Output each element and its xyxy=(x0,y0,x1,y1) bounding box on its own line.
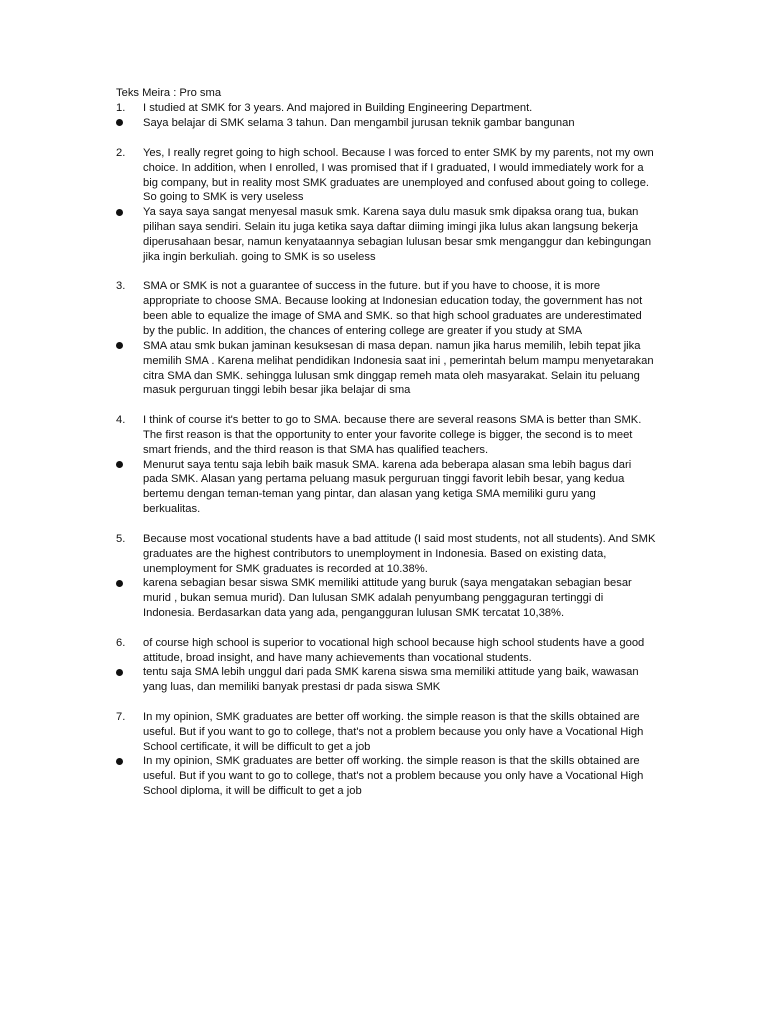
indonesian-paragraph xyxy=(116,576,656,621)
indonesian-paragraph xyxy=(116,205,656,264)
indonesian-text: karena sebagian besar siswa SMK memiliki attitude yang buruk (saya mengatakan sebagian besar murid , bukan semua murid). Dan lulusan SMK adalah penyumbang penggaguran tertinggi di Indonesia. Berdasarkan data yang ada, pengangguran lulusan SMK tercatat 10,38%. xyxy=(143,577,632,620)
indonesian-paragraph xyxy=(116,339,656,398)
english-text: Because most vocational students have a bad attitude (I said most students, not all students). And SMK graduates are the highest contributors to unemployment in Indonesia. Based on existing data, unemployment for SMK graduates is recorded at 10.38%. xyxy=(143,532,656,575)
indonesian-text: Menurut saya tentu saja lebih baik masuk SMA. karena ada beberapa alasan sma lebih bagus dari pada SMK. Alasan yang pertama peluang masuk perguruan tinggi favorit lebih besar, yang kedua bertemu dengan teman-teman yang pintar, dan alasan yang ketiga SMA memiliki guru yang berkualitas. xyxy=(143,458,632,516)
bullet-marker xyxy=(116,339,143,354)
english-text: SMA or SMK is not a guarantee of success in the future. but if you have to choose, it is more appropriate to choose SMA. Because looking at Indonesian education today, the government has not been able to equalize the image of SMA and SMK. so that high school graduates are underestimated by the public. In addition, the chances of entering college are greater if you study at SMA xyxy=(143,280,643,337)
entry-3 xyxy=(116,279,656,398)
english-text: I think of course it's better to go to SMA. because there are several reasons SMA is better than SMK. The first reason is that the opportunity to enter your favorite college is bigger, the second is to meet smart friends, and the third reason is that SMA has qualified teachers. xyxy=(143,414,642,456)
indonesian-text: Ya saya saya sangat menyesal masuk smk. Karena saya dulu masuk smk dipaksa orang tua, bukan pilihan saya sendiri. Selain itu juga ketika saya daftar diiming imingi jika lulus akan langsung bekerja diperusahaan besar, namun kenyataannya sebagian lulusan besar smk menganggur dan kebingungan jika ingin berkuliah. going to SMK is so useless xyxy=(143,206,652,263)
english-paragraph xyxy=(116,532,656,577)
entry-number: 5. xyxy=(116,532,126,545)
entry-number: 6. xyxy=(116,636,126,649)
document-title: Teks Meira : Pro sma xyxy=(116,87,222,99)
english-paragraph xyxy=(116,279,656,338)
entry-number: 1. xyxy=(116,101,126,114)
bullet-marker xyxy=(116,458,143,473)
bullet-marker xyxy=(116,754,143,769)
bullet-dot-icon xyxy=(116,461,123,468)
indonesian-text: tentu saja SMA lebih unggul dari pada SMK karena siswa sma memiliki attitude yang baik, wawasan yang luas, dan memiliki banyak prestasi dr pada siswa SMK xyxy=(143,666,639,694)
entry-5 xyxy=(116,532,656,621)
english-text: I studied at SMK for 3 years. And majored in Building Engineering Department. xyxy=(143,101,533,114)
entry-6 xyxy=(116,636,656,695)
indonesian-text: Saya belajar di SMK selama 3 tahun. Dan mengambil jurusan teknik gambar bangunan xyxy=(143,116,575,129)
bullet-dot-icon xyxy=(116,669,123,676)
document-body xyxy=(116,86,656,814)
indonesian-paragraph xyxy=(116,754,656,799)
bullet-marker xyxy=(116,205,143,220)
english-paragraph xyxy=(116,101,656,116)
indonesian-text: SMA atau smk bukan jaminan kesuksesan di masa depan. namun jika harus memilih, lebih tepat jika memilih SMA . Karena melihat pendidikan Indonesia saat ini , pemerintah belum mampu menyetarakan citra SMA dan SMK. sehingga lulusan smk dinggap remeh mata oleh masyarakat. Selain itu peluang masuk perguruan tinggi lebih besar jika belajar di sma xyxy=(143,339,654,397)
bullet-dot-icon xyxy=(116,209,123,216)
entry-4 xyxy=(116,413,656,517)
indonesian-paragraph xyxy=(116,116,656,131)
entry-number: 4. xyxy=(116,414,126,427)
entry-list xyxy=(116,101,656,799)
english-paragraph xyxy=(116,146,656,205)
bullet-marker xyxy=(116,665,143,680)
english-text: Yes, I really regret going to high school. Because I was forced to enter SMK by my parents, not my own choice. In addition, when I enrolled, I was promised that if I graduated, I would immediately work for a big company, but in reality most SMK graduates are unemployed and confused about going to college. So going to SMK is very useless xyxy=(143,146,654,204)
bullet-dot-icon xyxy=(116,580,123,587)
bullet-dot-icon xyxy=(116,342,123,349)
entry-7 xyxy=(116,710,656,799)
indonesian-paragraph xyxy=(116,458,656,517)
entry-number: 2. xyxy=(116,146,126,159)
entry-number: 3. xyxy=(116,280,126,293)
english-paragraph xyxy=(116,710,656,755)
bullet-marker xyxy=(116,576,143,591)
entry-1 xyxy=(116,101,656,131)
entry-number: 7. xyxy=(116,710,126,723)
bullet-dot-icon xyxy=(116,758,123,765)
bullet-marker xyxy=(116,116,143,131)
english-text: of course high school is superior to vocational high school because high school students have a good attitude, broad insight, and have many achievements than vocational students. xyxy=(143,636,645,664)
entry-2 xyxy=(116,146,656,265)
english-text: In my opinion, SMK graduates are better off working. the simple reason is that the skills obtained are useful. But if you want to go to college, that's not a problem because you only have a Vocational High School certificate, it will be difficult to get a job xyxy=(143,710,644,753)
english-paragraph xyxy=(116,413,656,458)
indonesian-text: In my opinion, SMK graduates are better off working. the simple reason is that the skills obtained are useful. But if you want to go to college, that's not a problem because you only have a Vocational High School diploma, it will be difficult to get a job xyxy=(143,755,644,798)
english-paragraph xyxy=(116,636,656,666)
bullet-dot-icon xyxy=(116,119,123,126)
indonesian-paragraph xyxy=(116,665,656,695)
